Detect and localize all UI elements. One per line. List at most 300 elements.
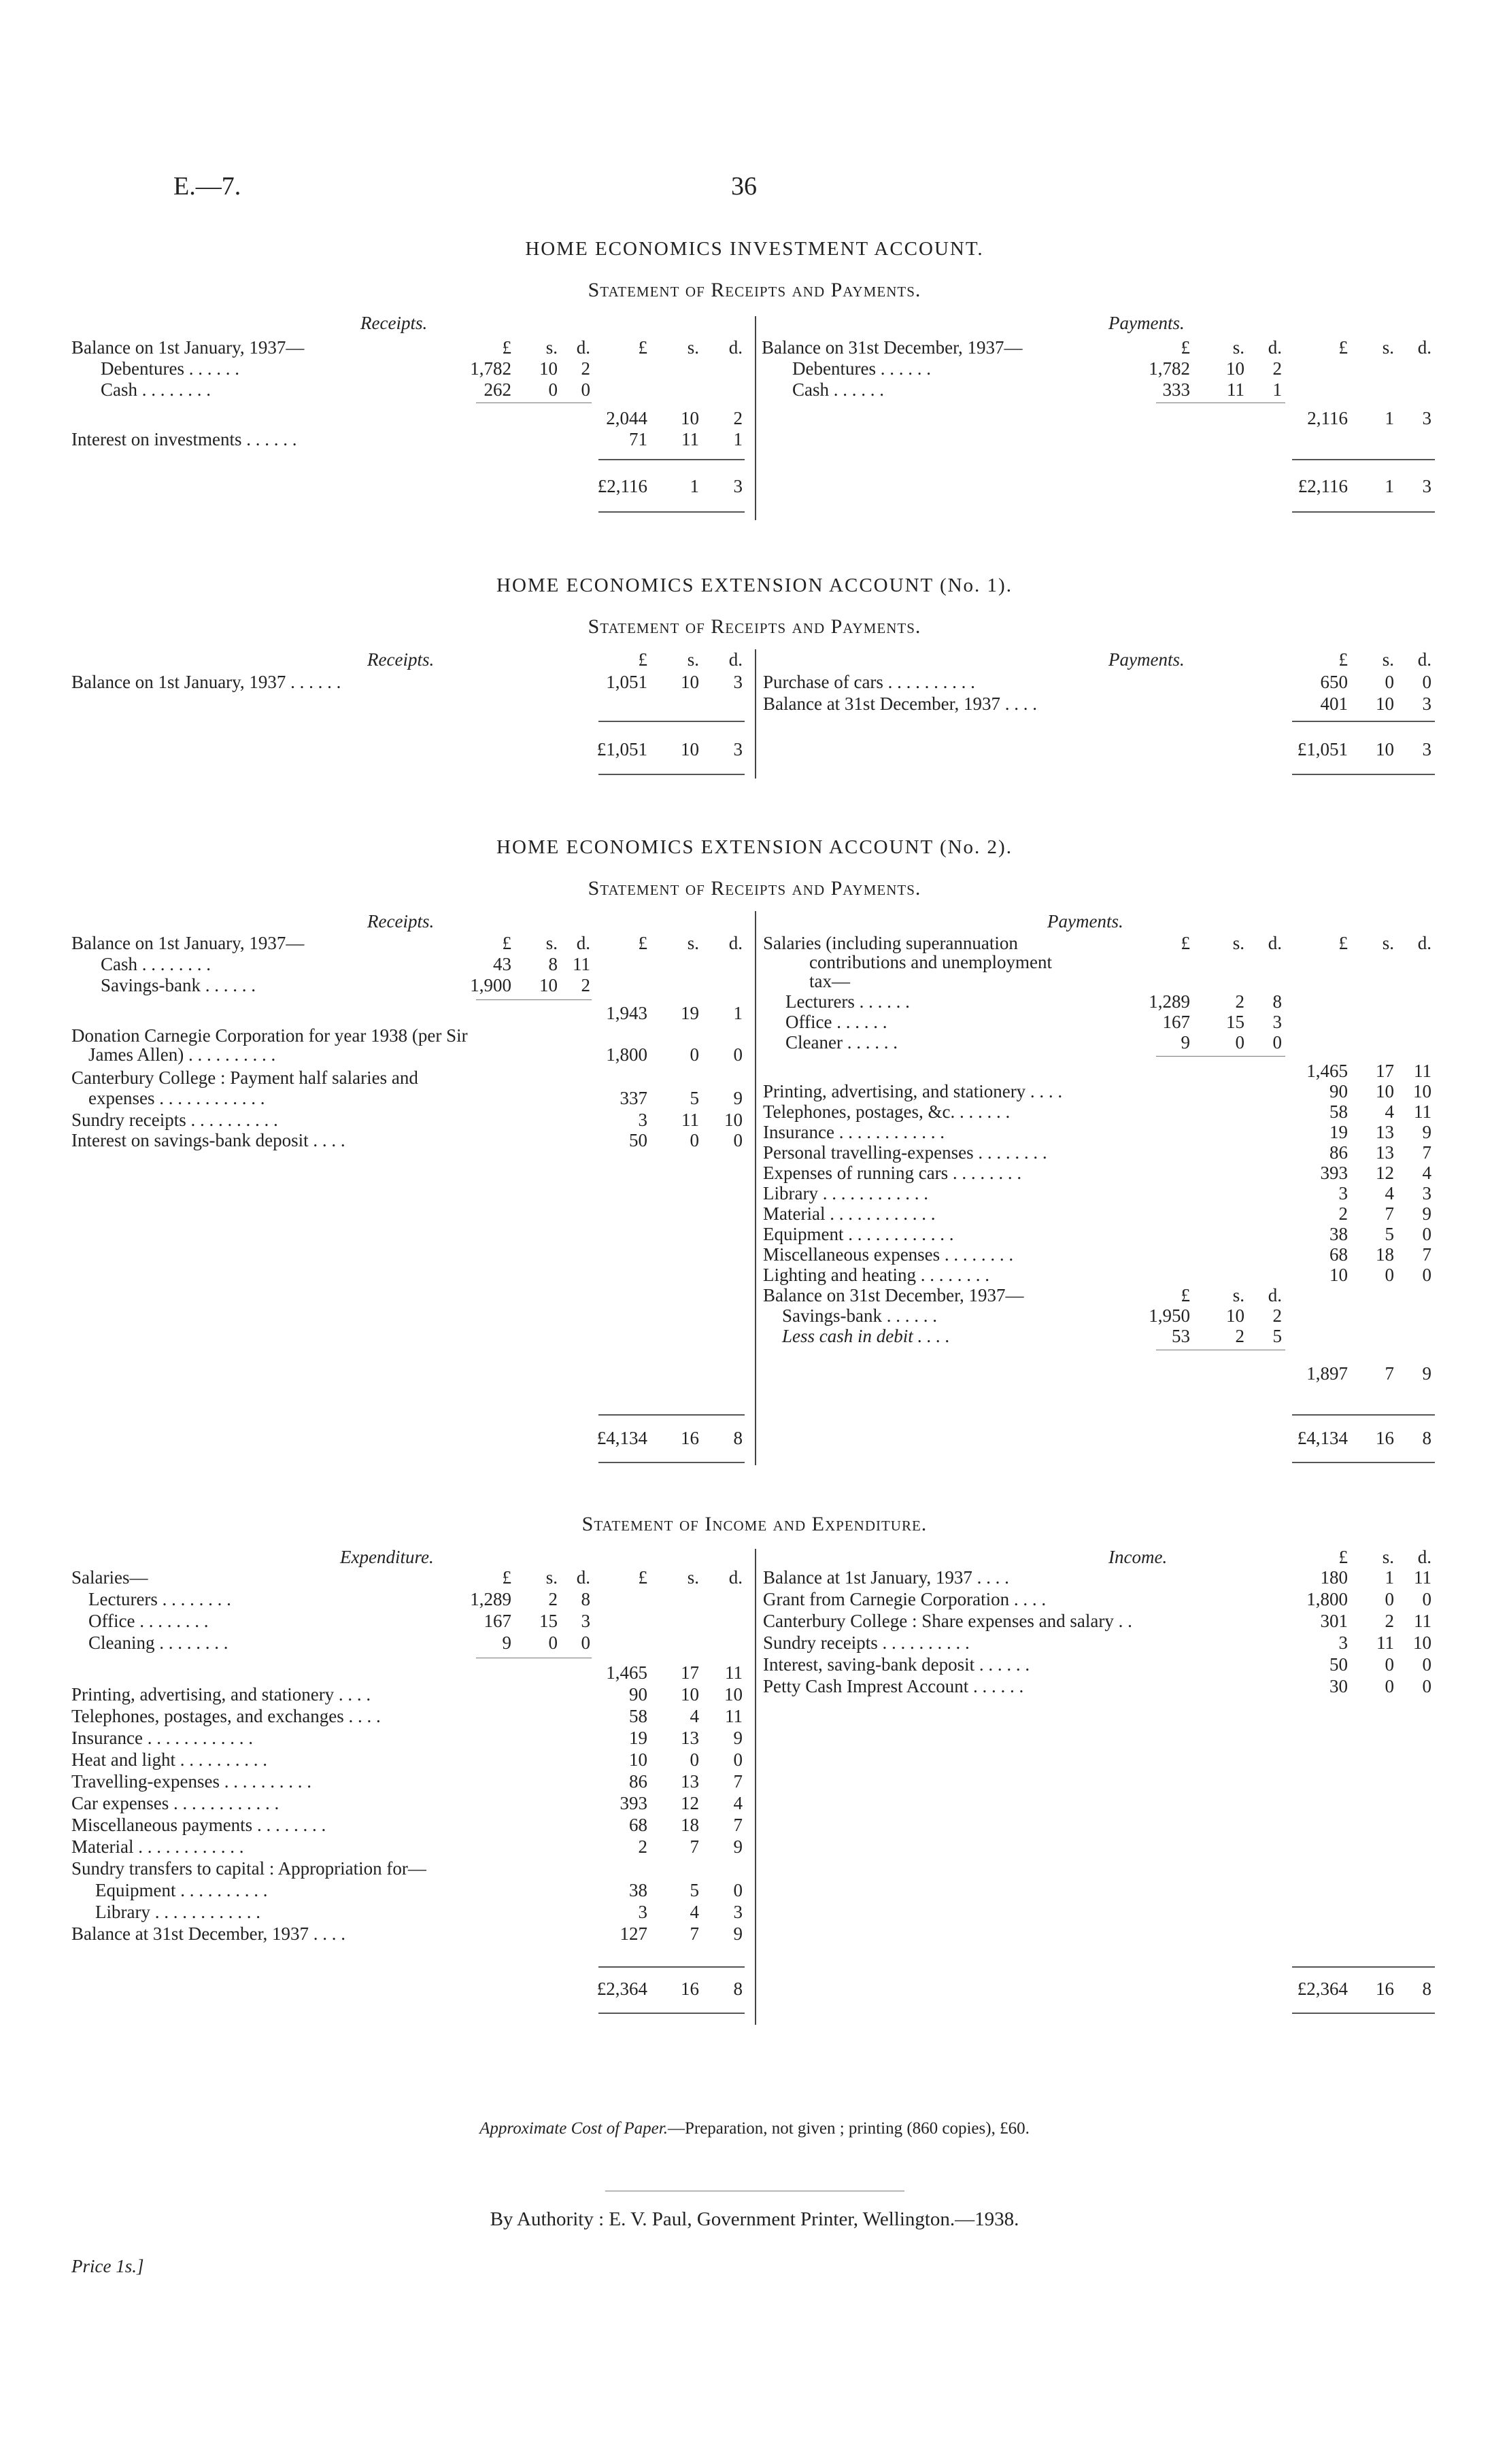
amount-pound: 2 (1338, 1203, 1348, 1224)
amount-pence: 0 (1422, 672, 1431, 692)
amount-shillings: 8 (548, 954, 558, 974)
amount-pence: 2 (1272, 358, 1282, 379)
amount-pound: 19 (1329, 1122, 1348, 1142)
amount-shillings: 2 (548, 1589, 558, 1609)
amount-pound: 650 (1320, 672, 1348, 692)
amount-pence: 9 (1422, 1363, 1431, 1384)
expense-label: Telephones, postages, &c. . . . . . . (763, 1101, 1011, 1122)
total-pence: 8 (1422, 1979, 1431, 1999)
total-pence: 8 (733, 1979, 743, 1999)
amount-pound: 38 (629, 1880, 647, 1900)
amount-pound: 167 (1162, 1012, 1190, 1032)
price: Price 1s.] (71, 2256, 144, 2276)
total-shillings: 16 (681, 1428, 699, 1448)
rule (598, 459, 745, 460)
amount-shillings: 0 (1385, 1589, 1394, 1609)
amount-shillings: 0 (548, 379, 558, 400)
amount-pence: 1 (733, 1003, 743, 1023)
section-subtitle-income: Statement of Income and Expenditure. (581, 1513, 928, 1535)
amount-pound: 301 (1320, 1611, 1348, 1631)
amount-pence: 11 (725, 1662, 743, 1683)
rule (1292, 511, 1435, 513)
section-title-investment: HOME ECONOMICS INVESTMENT ACCOUNT. (525, 238, 984, 260)
row-label: Sundry receipts . . . . . . . . . . (71, 1110, 278, 1130)
amount-pound: 1,800 (606, 1044, 647, 1065)
col-head-pence: d. (1417, 337, 1431, 358)
col-head-pound: £ (502, 1567, 511, 1588)
amount-pence: 10 (724, 1110, 743, 1130)
col-head-pence: d. (1268, 337, 1282, 358)
col-head-pence: d. (576, 933, 590, 953)
total-shillings: 16 (681, 1979, 699, 1999)
col-head-shillings: s. (545, 1567, 558, 1588)
amount-pence: 9 (733, 1836, 743, 1857)
amount-pence: 0 (733, 1044, 743, 1065)
amount-shillings: 18 (1376, 1244, 1394, 1265)
col-head-shillings: s. (687, 1567, 699, 1588)
amount-shillings: 1 (1385, 1567, 1394, 1588)
row-label: Cleaner . . . . . . (785, 1032, 898, 1053)
amount-shillings: 5 (690, 1880, 699, 1900)
col-head-pound: £ (638, 933, 647, 953)
amount-shillings: 4 (690, 1706, 699, 1726)
rule (1292, 1414, 1435, 1416)
amount-pence: 3 (1422, 1183, 1431, 1203)
col-head-pence: d. (728, 933, 743, 953)
amount-pence: 2 (581, 975, 590, 995)
expense-label: Expenses of running cars . . . . . . . . (763, 1163, 1022, 1183)
amount-shillings: 7 (690, 1836, 699, 1857)
row-label: Balance on 31st December, 1937— (762, 337, 1023, 358)
rule (1292, 1462, 1435, 1463)
row-label: Balance on 1st January, 1937— (71, 933, 305, 953)
amount-pence: 10 (1413, 1632, 1431, 1653)
col-head-shillings: s. (1232, 933, 1244, 953)
rule (1156, 1056, 1285, 1057)
column-divider (755, 911, 756, 1465)
amount-shillings: 10 (1226, 1305, 1244, 1326)
amount-pound: 1,950 (1149, 1305, 1190, 1326)
amount-pence: 11 (1414, 1101, 1431, 1122)
col-head-pound: £ (1338, 337, 1348, 358)
amount-shillings: 2 (1235, 1326, 1244, 1346)
amount-pound: 262 (484, 379, 511, 400)
amount-pound: 2,116 (1307, 408, 1348, 428)
col-head-pence: d. (576, 1567, 590, 1588)
amount-pence: 3 (1422, 408, 1431, 428)
column-divider (755, 1549, 756, 2025)
income-caption: Income. (1108, 1547, 1168, 1567)
row-label: Canterbury College : Payment half salaries and (71, 1067, 418, 1088)
amount-pound: 30 (1329, 1676, 1348, 1696)
col-head-pound: £ (638, 649, 647, 670)
col-head-pound: £ (502, 337, 511, 358)
amount-shillings: 0 (1385, 1676, 1394, 1696)
row-label: Donation Carnegie Corporation for year 1938 (per Sir (71, 1025, 468, 1046)
amount-pence: 3 (1272, 1012, 1282, 1032)
total-shillings: 1 (1385, 476, 1394, 496)
col-head-pence: d. (728, 1567, 743, 1588)
amount-pound: 86 (629, 1771, 647, 1792)
row-label: contributions and unemployment (809, 952, 1052, 972)
rule (1292, 774, 1435, 775)
amount-shillings: 10 (681, 1684, 699, 1705)
amount-shillings: 15 (539, 1611, 558, 1631)
total-pound: £1,051 (1297, 739, 1348, 759)
amount-pence: 11 (1414, 1611, 1431, 1631)
amount-pound: 1,800 (1306, 1589, 1348, 1609)
amount-pence: 7 (733, 1771, 743, 1792)
total-shillings: 16 (1376, 1979, 1394, 1999)
amount-pence: 10 (724, 1684, 743, 1705)
amount-shillings: 0 (1385, 1654, 1394, 1675)
amount-pence: 3 (1422, 694, 1431, 714)
rule (1292, 459, 1435, 460)
rule (598, 2013, 745, 2014)
expense-label: Miscellaneous payments . . . . . . . . (71, 1815, 326, 1835)
total-shillings: 10 (1376, 739, 1394, 759)
col-head-pence: d. (1268, 1285, 1282, 1305)
row-label: Office . . . . . . . . (88, 1611, 209, 1631)
amount-pound: 127 (620, 1923, 647, 1944)
col-head-shillings: s. (687, 649, 699, 670)
amount-pound: 50 (629, 1130, 647, 1150)
total-pound: £2,364 (1297, 1979, 1348, 1999)
amount-shillings: 13 (1376, 1142, 1394, 1163)
amount-pound: 86 (1329, 1142, 1348, 1163)
amount-pence: 0 (1422, 1589, 1431, 1609)
payments-caption: Payments. (1108, 649, 1185, 670)
section-title-ext2: HOME ECONOMICS EXTENSION ACCOUNT (No. 2). (496, 836, 1013, 858)
receipts-caption: Receipts. (367, 649, 435, 670)
expense-label: Miscellaneous expenses . . . . . . . . (763, 1244, 1014, 1265)
amount-pound: 1,897 (1306, 1363, 1348, 1384)
amount-pound: 90 (629, 1684, 647, 1705)
rule (1292, 721, 1435, 722)
col-head-pence: d. (576, 337, 590, 358)
expense-label: Printing, advertising, and stationery . . . . (763, 1081, 1063, 1101)
row-label: Salaries (including superannuation (763, 933, 1018, 953)
amount-pence: 7 (1422, 1142, 1431, 1163)
amount-pound: 68 (629, 1815, 647, 1835)
col-head-shillings: s. (1382, 933, 1394, 953)
amount-pence: 3 (733, 672, 743, 692)
column-divider (755, 649, 756, 778)
col-head-pound: £ (1181, 337, 1190, 358)
amount-pound: 10 (1329, 1265, 1348, 1285)
amount-pound: 43 (493, 954, 511, 974)
amount-pence: 8 (1272, 991, 1282, 1012)
row-label: Debentures . . . . . . (101, 358, 239, 379)
amount-pound: 1,782 (470, 358, 511, 379)
amount-pound: 1,900 (470, 975, 511, 995)
row-label: Less cash in debit . . . . (782, 1326, 950, 1346)
row-label: Balance on 1st January, 1937— (71, 337, 305, 358)
amount-pound: 58 (1329, 1101, 1348, 1122)
row-label: Debentures . . . . . . (792, 358, 931, 379)
col-head-shillings: s. (545, 933, 558, 953)
col-head-shillings: s. (545, 337, 558, 358)
amount-pence: 11 (1414, 1061, 1431, 1081)
row-label: expenses . . . . . . . . . . . . (88, 1088, 265, 1108)
row-label: Lecturers . . . . . . (785, 991, 910, 1012)
amount-shillings: 17 (1376, 1061, 1394, 1081)
total-shillings: 1 (690, 476, 699, 496)
income-label: Balance at 1st January, 1937 . . . . (763, 1567, 1009, 1588)
amount-shillings: 11 (1227, 379, 1244, 400)
amount-pound: 337 (620, 1088, 647, 1108)
rule (598, 774, 745, 775)
amount-pence: 0 (733, 1130, 743, 1150)
col-head-shillings: s. (1382, 337, 1394, 358)
amount-shillings: 2 (1235, 991, 1244, 1012)
amount-pence: 11 (725, 1706, 743, 1726)
amount-shillings: 12 (1376, 1163, 1394, 1183)
row-label: Cleaning . . . . . . . . (88, 1632, 228, 1653)
expense-label: Insurance . . . . . . . . . . . . (763, 1122, 945, 1142)
expense-label: Telephones, postages, and exchanges . . . . (71, 1706, 381, 1726)
total-pound: £4,134 (1297, 1428, 1348, 1448)
amount-shillings: 19 (681, 1003, 699, 1023)
total-pence: 8 (1422, 1428, 1431, 1448)
col-head-shillings: s. (1232, 1285, 1244, 1305)
amount-pence: 11 (573, 954, 590, 974)
col-head-pound: £ (502, 933, 511, 953)
row-label: Office . . . . . . (785, 1012, 887, 1032)
rule (598, 511, 745, 513)
amount-pence: 7 (1422, 1244, 1431, 1265)
amount-shillings: 10 (681, 672, 699, 692)
expenditure-caption: Expenditure. (340, 1547, 434, 1567)
row-label: Balance at 31st December, 1937 . . . . (71, 1923, 346, 1944)
amount-pound: 1,051 (606, 672, 647, 692)
amount-shillings: 4 (1385, 1183, 1394, 1203)
expense-label: Lighting and heating . . . . . . . . (763, 1265, 989, 1285)
printer-authority: By Authority : E. V. Paul, Government Printer, Wellington.—1938. (490, 2208, 1019, 2230)
payments-caption: Payments. (1108, 313, 1185, 333)
expense-label: Material . . . . . . . . . . . . (71, 1836, 244, 1857)
amount-pence: 3 (581, 1611, 590, 1631)
total-pence: 3 (1422, 739, 1431, 759)
amount-pound: 401 (1320, 694, 1348, 714)
row-label: Balance on 31st December, 1937— (763, 1285, 1024, 1305)
amount-pence: 4 (1422, 1163, 1431, 1183)
amount-pence: 8 (581, 1589, 590, 1609)
amount-shillings: 4 (1385, 1101, 1394, 1122)
amount-pence: 0 (1422, 1265, 1431, 1285)
section-subtitle-ext2: Statement of Receipts and Payments. (588, 877, 921, 900)
col-head-shillings: s. (687, 337, 699, 358)
col-head-pound: £ (1338, 1547, 1348, 1567)
income-label: Grant from Carnegie Corporation . . . . (763, 1589, 1047, 1609)
expense-label: Personal travelling-expenses . . . . . . . . (763, 1142, 1047, 1163)
total-pence: 3 (1422, 476, 1431, 496)
amount-pound: 38 (1329, 1224, 1348, 1244)
amount-shillings: 0 (690, 1749, 699, 1770)
amount-pound: 10 (629, 1749, 647, 1770)
amount-pound: 333 (1162, 379, 1190, 400)
expense-label: Library . . . . . . . . . . . . (763, 1183, 928, 1203)
amount-pence: 9 (733, 1923, 743, 1944)
total-pound: £2,116 (597, 476, 647, 496)
amount-pence: 0 (581, 379, 590, 400)
cost-note-text: —Preparation, not given ; printing (860 copies), £60. (667, 2119, 1030, 2138)
expense-label: Insurance . . . . . . . . . . . . (71, 1728, 253, 1748)
amount-pence: 0 (581, 1632, 590, 1653)
section-subtitle-ext1: Statement of Receipts and Payments. (588, 615, 921, 638)
amount-shillings: 11 (681, 429, 699, 449)
amount-pence: 5 (1272, 1326, 1282, 1346)
amount-pound: 53 (1172, 1326, 1190, 1346)
col-head-shillings: s. (1232, 337, 1244, 358)
amount-pound: 2,044 (606, 408, 647, 428)
amount-shillings: 4 (690, 1902, 699, 1922)
amount-pound: 2 (638, 1836, 647, 1857)
total-pound: £2,116 (1298, 476, 1348, 496)
expense-label: Heat and light . . . . . . . . . . (71, 1749, 267, 1770)
amount-pence: 4 (733, 1793, 743, 1813)
amount-pound: 1,465 (606, 1662, 647, 1683)
document-reference: E.—7. (173, 172, 241, 201)
row-label: James Allen) . . . . . . . . . . (88, 1044, 276, 1065)
col-head-pence: d. (728, 649, 743, 670)
amount-shillings: 13 (681, 1728, 699, 1748)
row-label: tax— (809, 971, 850, 991)
row-label: Library . . . . . . . . . . . . (95, 1902, 260, 1922)
rule (1292, 2013, 1435, 2014)
row-label: Purchase of cars . . . . . . . . . . (763, 672, 975, 692)
amount-shillings: 7 (690, 1923, 699, 1944)
amount-shillings: 17 (681, 1662, 699, 1683)
row-label: Lecturers . . . . . . . . (88, 1589, 231, 1609)
amount-shillings: 10 (681, 408, 699, 428)
amount-pound: 180 (1320, 1567, 1348, 1588)
amount-shillings: 10 (539, 358, 558, 379)
rule (476, 999, 592, 1000)
expense-label: Travelling-expenses . . . . . . . . . . (71, 1771, 311, 1792)
amount-pence: 0 (1422, 1676, 1431, 1696)
amount-shillings: 11 (681, 1110, 699, 1130)
rule (598, 1966, 745, 1968)
col-head-pence: d. (1417, 649, 1431, 670)
col-head-shillings: s. (1382, 649, 1394, 670)
expense-label: Material . . . . . . . . . . . . (763, 1203, 936, 1224)
amount-pence: 11 (1414, 1567, 1431, 1588)
row-label: Balance at 31st December, 1937 . . . . (763, 694, 1038, 714)
total-shillings: 16 (1376, 1428, 1394, 1448)
row-label: Cash . . . . . . . . (101, 954, 211, 974)
expense-label: Printing, advertising, and stationery . . . . (71, 1684, 371, 1705)
amount-pence: 0 (1422, 1654, 1431, 1675)
amount-pence: 7 (733, 1815, 743, 1835)
amount-pence: 0 (733, 1749, 743, 1770)
rule (598, 721, 745, 722)
col-head-pence: d. (1268, 933, 1282, 953)
col-head-shillings: s. (1382, 1547, 1394, 1567)
row-label: Cash . . . . . . (792, 379, 884, 400)
rule (1292, 1966, 1435, 1968)
amount-pence: 9 (1422, 1122, 1431, 1142)
amount-pound: 3 (1338, 1632, 1348, 1653)
amount-pound: 3 (638, 1110, 647, 1130)
amount-pound: 3 (1338, 1183, 1348, 1203)
amount-shillings: 13 (681, 1771, 699, 1792)
amount-pence: 9 (733, 1088, 743, 1108)
expense-label: Equipment . . . . . . . . . . . . (763, 1224, 954, 1244)
amount-shillings: 0 (1235, 1032, 1244, 1053)
row-label: Savings-bank . . . . . . (101, 975, 256, 995)
income-label: Canterbury College : Share expenses and salary . . (763, 1611, 1132, 1631)
amount-pound: 90 (1329, 1081, 1348, 1101)
row-label: Salaries— (71, 1567, 148, 1588)
amount-pence: 2 (1272, 1305, 1282, 1326)
receipts-caption: Receipts. (360, 313, 428, 333)
amount-pound: 1,943 (606, 1003, 647, 1023)
rule (598, 1462, 745, 1463)
amount-shillings: 0 (548, 1632, 558, 1653)
amount-shillings: 7 (1385, 1203, 1394, 1224)
col-head-pound: £ (638, 1567, 647, 1588)
column-divider (755, 316, 756, 520)
total-pound: £1,051 (596, 739, 647, 759)
amount-pound: 393 (620, 1793, 647, 1813)
amount-shillings: 0 (690, 1044, 699, 1065)
row-label: Equipment . . . . . . . . . . (95, 1880, 268, 1900)
cost-note-label: Approximate Cost of Paper. (479, 2119, 668, 2138)
amount-pence: 9 (733, 1728, 743, 1748)
col-head-pound: £ (638, 337, 647, 358)
col-head-pence: d. (728, 337, 743, 358)
income-label: Sundry receipts . . . . . . . . . . (763, 1632, 970, 1653)
amount-pound: 71 (629, 429, 647, 449)
cost-note (0, 2119, 1509, 2138)
amount-pound: 58 (629, 1706, 647, 1726)
amount-pound: 1,782 (1149, 358, 1190, 379)
amount-shillings: 11 (1376, 1632, 1394, 1653)
amount-pence: 1 (1272, 379, 1282, 400)
col-head-pound: £ (1181, 933, 1190, 953)
total-pence: 8 (733, 1428, 743, 1448)
amount-pence: 2 (733, 408, 743, 428)
row-label: Interest on savings-bank deposit . . . . (71, 1130, 345, 1150)
amount-shillings: 13 (1376, 1122, 1394, 1142)
amount-pence: 9 (1422, 1203, 1431, 1224)
income-label: Interest, saving-bank deposit . . . . . . (763, 1654, 1030, 1675)
amount-pound: 68 (1329, 1244, 1348, 1265)
amount-pence: 10 (1413, 1081, 1431, 1101)
amount-pound: 9 (502, 1632, 511, 1653)
amount-pound: 3 (638, 1902, 647, 1922)
row-label: Cash . . . . . . . . (101, 379, 211, 400)
col-head-pound: £ (1338, 649, 1348, 670)
section-title-ext1: HOME ECONOMICS EXTENSION ACCOUNT (No. 1). (496, 575, 1013, 596)
amount-shillings: 10 (539, 975, 558, 995)
amount-shillings: 0 (1385, 672, 1394, 692)
amount-pound: 9 (1181, 1032, 1190, 1053)
amount-shillings: 10 (1376, 694, 1394, 714)
total-shillings: 10 (681, 739, 699, 759)
amount-shillings: 0 (1385, 1265, 1394, 1285)
total-pound: £4,134 (596, 1428, 647, 1448)
amount-shillings: 5 (690, 1088, 699, 1108)
amount-shillings: 7 (1385, 1363, 1394, 1384)
amount-shillings: 12 (681, 1793, 699, 1813)
total-pence: 3 (733, 476, 743, 496)
amount-pence: 1 (733, 429, 743, 449)
amount-pence: 3 (733, 1902, 743, 1922)
amount-pound: 50 (1329, 1654, 1348, 1675)
col-head-pound: £ (1338, 933, 1348, 953)
